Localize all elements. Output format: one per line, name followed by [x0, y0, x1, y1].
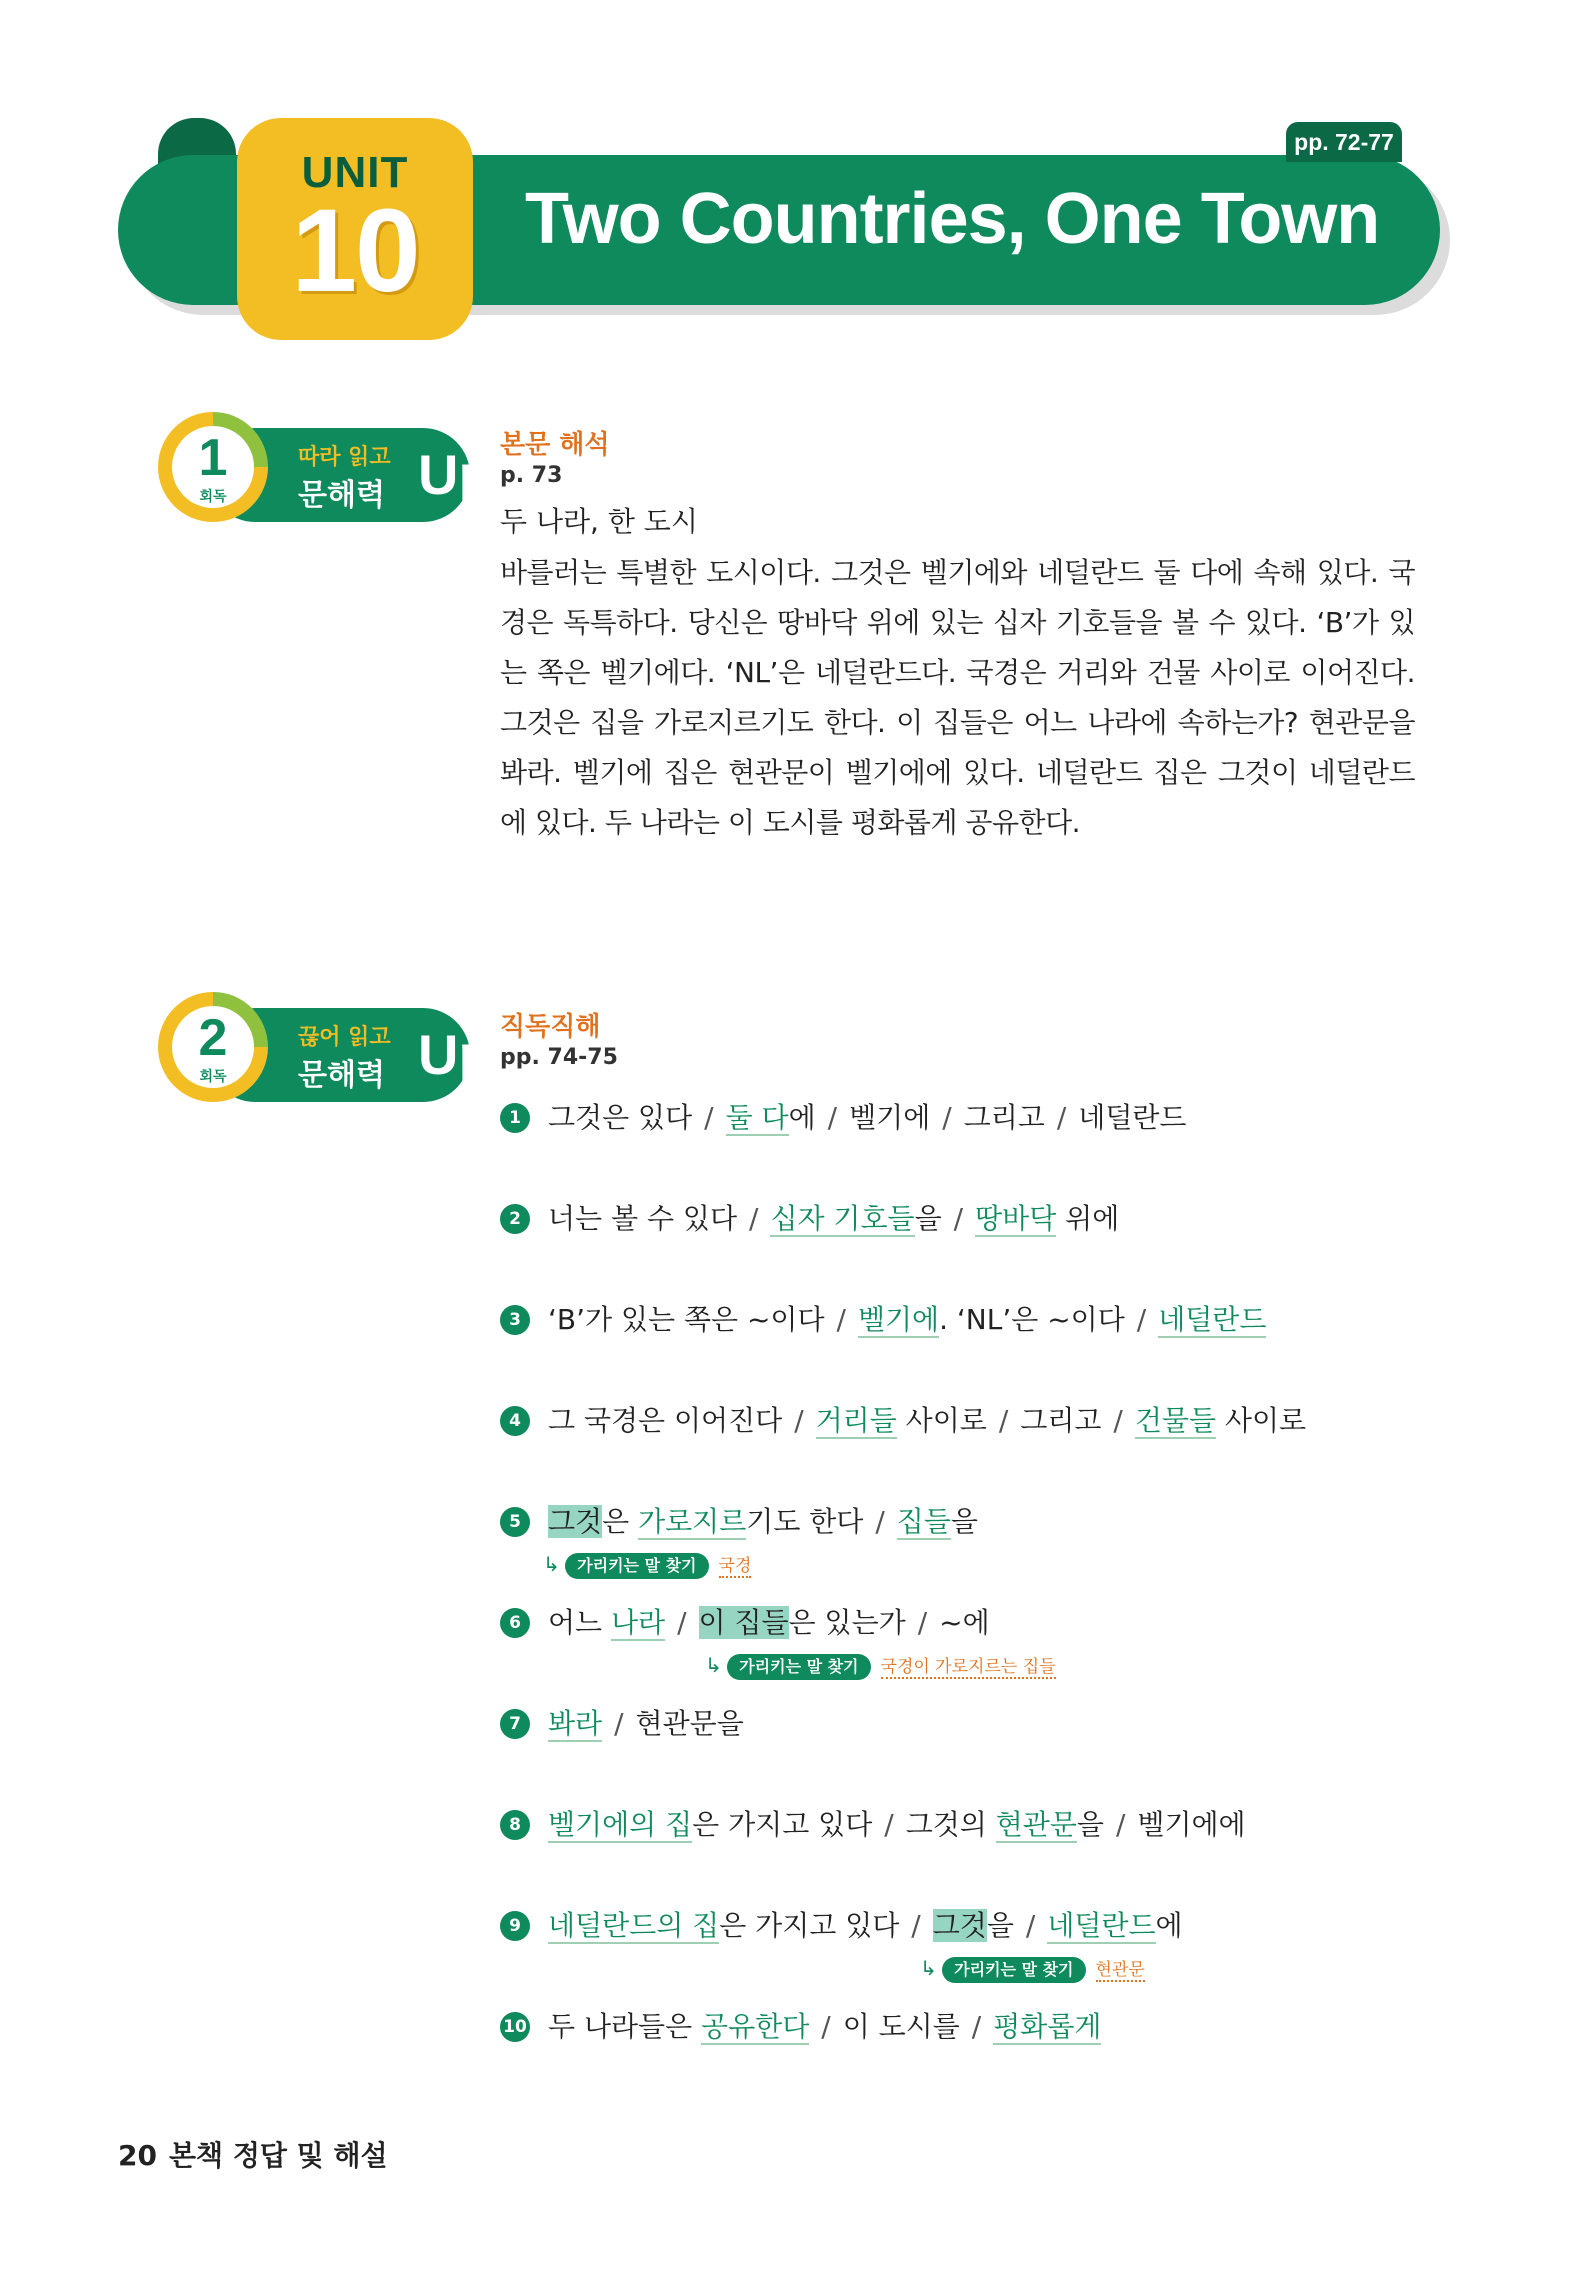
badge-sub: 회독	[199, 489, 227, 505]
arrow-icon: ↳	[920, 1956, 937, 1980]
page-number: 20	[118, 2139, 157, 2172]
hint-answer: 국경	[718, 1556, 752, 1576]
unit-pages-tab: pp. 72-77	[1286, 122, 1402, 162]
hint-callout	[543, 1551, 751, 1577]
badge-top-text: 따라 읽고	[298, 445, 391, 470]
hint-answer: 현관문	[1095, 1960, 1145, 1980]
arrow-icon: ↳	[705, 1653, 722, 1677]
section2-badge	[158, 992, 493, 1102]
section1-subtitle: 두 나라, 한 도시	[500, 505, 698, 538]
unit-title: Two Countries, One Town	[525, 179, 1380, 259]
number-flower-icon: 1	[500, 1103, 530, 1133]
badge-main-text: 문해력	[298, 478, 385, 513]
page-footer	[118, 2134, 388, 2174]
badge-up-text: Up	[418, 1023, 493, 1086]
number-flower-icon: 2	[500, 1204, 530, 1234]
number-flower-icon: 8	[500, 1810, 530, 1840]
section1-page: p. 73	[500, 463, 563, 488]
badge-up-text: Up	[418, 443, 493, 506]
badge-top-text: 끊어 읽고	[298, 1025, 391, 1050]
badge-round-icon	[158, 412, 268, 522]
number-flower-icon: 5	[500, 1507, 530, 1537]
badge-main-text: 문해력	[298, 1058, 385, 1093]
badge-number: 1	[198, 429, 228, 487]
badge-number: 2	[198, 1009, 228, 1067]
hint-label: 가리키는 말 찾기	[942, 1957, 1085, 1983]
section2-page: pp. 74-75	[500, 1045, 618, 1070]
number-flower-icon: 9	[500, 1911, 530, 1941]
section2-heading: 직독직해	[500, 1012, 601, 1042]
section1-badge	[158, 412, 493, 522]
hint-callout	[705, 1652, 1056, 1678]
hint-callout	[920, 1955, 1145, 1981]
hint-label: 가리키는 말 찾기	[565, 1553, 708, 1579]
number-flower-icon: 4	[500, 1406, 530, 1436]
unit-number-box	[237, 118, 473, 340]
number-flower-icon: 10	[500, 2012, 530, 2042]
hint-answer: 국경이 가로지르는 집들	[880, 1657, 1056, 1677]
unit-label: UNIT	[301, 148, 409, 197]
unit-number: 10	[291, 185, 419, 317]
badge-sub: 회독	[199, 1069, 227, 1085]
footer-label: 본책 정답 및 해설	[168, 2139, 388, 2172]
section1-heading: 본문 해석	[500, 430, 610, 460]
section1-body: 바를러는 특별한 도시이다. 그것은 벨기에와 네덜란드 둘 다에 속해 있다. 국경은 독특하다. 당신은 땅바닥 위에 있는 십자 기호들을 볼 수 있다. ‘B’가 있는 쪽은 벨기에다. ‘NL’은 네덜란드다. 국경은 거리와 건물 사이로 이어진다. 그것은 집을 가로지르기도 한다. 이 집들은 어느 나라에 속하는가? 현관문을 봐라. 벨기에 집은 현관문이 벨기에에 있다. 네덜란드 집은 그것이 네덜란드에 있다. 두 나라는 이 도시를 평화롭게 공유한다.	[500, 556, 1415, 839]
number-flower-icon: 6	[500, 1608, 530, 1638]
arrow-icon: ↳	[543, 1552, 560, 1576]
hint-label: 가리키는 말 찾기	[727, 1654, 870, 1680]
badge-round-icon	[158, 992, 268, 1102]
number-flower-icon: 7	[500, 1709, 530, 1739]
number-flower-icon: 3	[500, 1305, 530, 1335]
